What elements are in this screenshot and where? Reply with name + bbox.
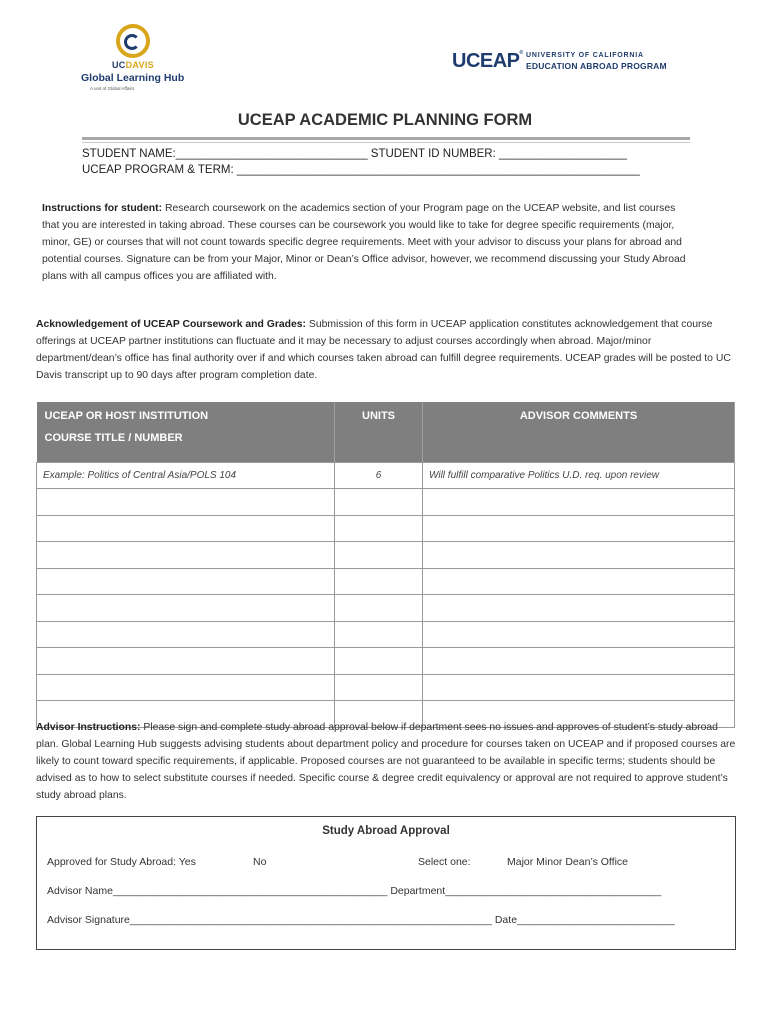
ucdavis-wordmark: UCDAVIS [112,60,154,70]
comments-cell[interactable] [423,568,735,595]
uceap-university-line: UNIVERSITY OF CALIFORNIA [526,52,644,59]
approved-no-option[interactable]: No [253,856,267,868]
table-row[interactable] [37,674,735,701]
uceap-logo [452,50,692,80]
advisor-instructions [36,719,740,804]
course-cell[interactable] [37,542,335,569]
title-divider-thin [82,142,690,143]
advisor-type-options[interactable]: Major Minor Dean’s Office [507,856,628,868]
advisor-instructions-text: Please sign and complete study abroad approval below if department sees no issues and approves of student’s study abroad plan. Global Learning Hub suggests advising students about department policy and procedure for courses taken on UCEAP and if proposed courses are likely to count toward specific requirements, if applicable. Proposed courses are not guaranteed to be available in specific terms; students should be advised as to how to select substitute courses if needed. Specific course & degree credit equivalency or approval are not required to approve student’s study abroad plans. [36,722,736,801]
course-cell[interactable] [37,674,335,701]
uceap-wordmark: UCEAP® [452,50,523,72]
title-divider [82,137,690,140]
select-one-label: Select one: [418,856,471,868]
table-row[interactable] [37,621,735,648]
comments-cell[interactable] [423,542,735,569]
example-row [37,463,735,489]
course-cell[interactable] [37,489,335,516]
form-title: UCEAP ACADEMIC PLANNING FORM [237,111,533,129]
global-learning-hub-text: Global Learning Hub [81,72,185,84]
comments-cell[interactable] [423,621,735,648]
table-row[interactable] [37,595,735,622]
example-course: Example: Politics of Central Asia/POLS 104 [37,463,335,489]
advisor-name-department-field[interactable]: Advisor Name_______________________________________________ Department_____________________________________ [47,885,662,897]
example-units: 6 [335,463,423,489]
course-column-header: UCEAP OR HOST INSTITUTION COURSE TITLE / NUMBER [37,402,335,463]
approval-title: Study Abroad Approval [322,825,450,837]
table-row[interactable] [37,515,735,542]
study-abroad-approval-box [36,816,736,950]
table-row[interactable] [37,542,735,569]
comments-cell[interactable] [423,515,735,542]
table-header-row [37,402,735,463]
table-row[interactable] [37,568,735,595]
uceap-program-line: EDUCATION ABROAD PROGRAM [526,61,667,71]
acknowledgement-label: Acknowledgement of UCEAP Coursework and Grades: [36,319,307,330]
global-affairs-subtext: A unit of Global Affairs [90,86,135,91]
advisor-signature-date-field[interactable]: Advisor Signature______________________________________________________________ Date___________________________ [47,914,675,926]
units-cell[interactable] [335,515,423,542]
course-planning-table [36,402,735,728]
student-instructions-text: Research coursework on the academics section of your Program page on the UCEAP website, and list courses that you are interested in taking abroad. These courses can be coursework you would like to take for degree specific requirements (major, minor, GE) or courses that will not count towards specific degree requirements. Meet with your advisor to discuss your plans for abroad and potential courses. Signature can be from your Major, Minor or Dean’s Office advisor, however, we recommend discussing your Study Abroad plans with all campus offices you are affiliated with. [42,203,686,282]
course-cell[interactable] [37,568,335,595]
units-cell[interactable] [335,568,423,595]
logo-c-icon [124,34,140,50]
units-column-header: UNITS [335,402,423,463]
units-cell[interactable] [335,674,423,701]
acknowledgement-text: Submission of this form in UCEAP application constitutes acknowledgement that course offerings at UCEAP partner institutions can fluctuate and it may be necessary to adjust courses accordingly when abroad. Major/minor department/dean’s office has final authority over if and which courses taken abroad can fulfill degree requirements. UCEAP grades will be posted to UC Davis transcript up to 90 days after program completion date. [36,319,731,381]
program-term-field[interactable]: UCEAP PROGRAM & TERM: _______________________________________________________________ [82,164,640,176]
table-row[interactable] [37,489,735,516]
student-instructions-label: Instructions for student: [42,203,163,214]
course-cell[interactable] [37,621,335,648]
comments-cell[interactable] [423,595,735,622]
course-cell[interactable] [37,648,335,675]
course-cell[interactable] [37,595,335,622]
student-instructions [42,200,692,285]
approved-yes-option[interactable]: Approved for Study Abroad: Yes [47,856,196,868]
course-cell[interactable] [37,515,335,542]
table-row[interactable] [37,648,735,675]
comments-cell[interactable] [423,648,735,675]
units-cell[interactable] [335,595,423,622]
example-comments: Will fulfill comparative Politics U.D. req. upon review [423,463,735,489]
advisor-instructions-label: Advisor Instructions: [36,722,141,733]
uc-davis-global-learning-hub-logo [76,24,196,98]
acknowledgement-section [36,316,734,384]
units-cell[interactable] [335,621,423,648]
units-cell[interactable] [335,648,423,675]
comments-cell[interactable] [423,674,735,701]
student-name-id-field[interactable]: STUDENT NAME:______________________________ STUDENT ID NUMBER: ____________________ [82,148,627,160]
units-cell[interactable] [335,542,423,569]
units-cell[interactable] [335,489,423,516]
comments-cell[interactable] [423,489,735,516]
comments-column-header: ADVISOR COMMENTS [423,402,735,463]
